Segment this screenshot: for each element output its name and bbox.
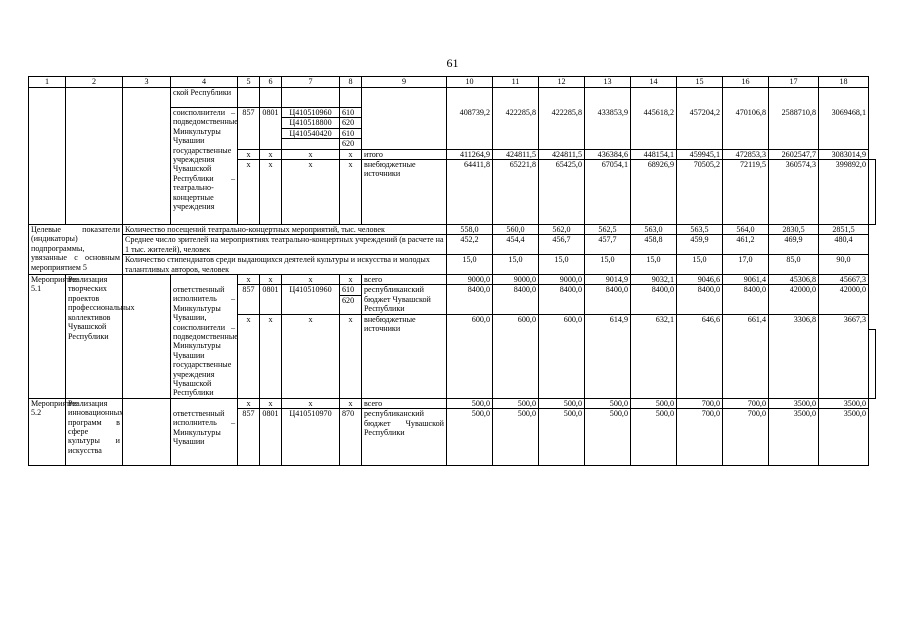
value-cell: 436384,6 [585,149,631,159]
value-cell: 600,0 [539,314,585,398]
value-cell: 564,0 [723,225,769,235]
value-cell: 65221,8 [493,160,539,225]
x-cell: x [260,149,282,159]
value-cell: 600,0 [447,314,493,398]
value-cell: 600,0 [493,314,539,398]
value-cell: 422285,8 [493,108,539,150]
value-cell: 2851,5 [819,225,869,235]
header-cell: 17 [769,77,819,88]
value-cell: 15,0 [493,255,539,275]
value-cell: 3500,0 [819,398,869,408]
value-cell: 457,7 [585,235,631,255]
value-cell: 500,0 [447,398,493,408]
grbs-cell: 857 [238,409,260,466]
kcsr-cell: Ц410510960 [282,285,340,314]
value-cell: 3069468,1 [819,108,869,150]
value-cell: 558,0 [447,225,493,235]
x-cell: x [340,398,362,408]
x-cell: x [260,314,282,398]
value-cell: 85,0 [769,255,819,275]
value-cell: 2830,5 [769,225,819,235]
value-cell: 562,0 [539,225,585,235]
header-cell: 7 [282,77,340,88]
vr-code: 620 [342,139,355,149]
measure-responsible: ответственный исполнитель – Минкультуры Чувашии, соисполнители – подведомственные Минкультуры Чувашии государственные учреждения Чувашской Республики [171,285,238,398]
rzpr-cell: 0801 [260,285,282,314]
value-cell: 8400,0 [631,285,677,314]
value-cell: 9014,9 [585,275,631,285]
header-cell: 3 [123,77,171,88]
header-cell: 5 [238,77,260,88]
value-cell: 9000,0 [493,275,539,285]
x-cell: x [340,275,362,285]
value-cell: 422285,8 [539,108,585,150]
indicator-name: Количество посещений театрально-концертных мероприятий, тыс. человек [123,225,447,235]
value-cell: 445618,2 [631,108,677,150]
value-cell: 8400,0 [447,285,493,314]
value-cell: 3500,0 [769,409,819,466]
source-label: всего [362,275,447,285]
header-cell: 14 [631,77,677,88]
indicator-name: Среднее число зрителей на мероприятиях театрально-концертных учреждений (в расчете на 1 тыс. жителей), человек [123,235,447,255]
budget-table [28,76,876,466]
source-label: внебюджетные источники [362,314,447,398]
header-cell: 1 [29,77,66,88]
value-cell: 8400,0 [677,285,723,314]
x-cell: x [238,314,260,398]
x-cell: x [238,275,260,285]
value-cell: 42000,0 [819,285,869,314]
measure-code: Мероприятие 5.2 [29,398,66,465]
value-cell: 70505,2 [677,160,723,225]
header-cell: 11 [493,77,539,88]
measure-responsible: ответственный исполнитель – Минкультуры Чувашии [171,409,238,466]
value-cell: 15,0 [539,255,585,275]
measure-name: Реализация творческих проектов профессиональных коллективов Чувашской Республики [66,275,123,399]
header-cell: 13 [585,77,631,88]
kcsr-code: Ц410540420 [282,129,339,139]
kcsr-code: Ц410510960 [282,108,339,118]
value-cell: 614,9 [585,314,631,398]
kcsr-cell [282,108,340,150]
value-cell: 15,0 [677,255,723,275]
cont-responsible: соисполнители – подведомственные Минкультуры Чувашии государственные учреждения Чувашской Республики – театрально-концертные учреждения [171,108,238,225]
value-cell: 2588710,8 [769,108,819,150]
rzpr-cell: 0801 [260,409,282,466]
value-cell: 8400,0 [493,285,539,314]
value-cell: 45667,3 [819,275,869,285]
grbs-cell: 857 [238,285,260,314]
indicator-row [29,255,876,275]
value-cell: 9000,0 [447,275,493,285]
header-cell: 2 [66,77,123,88]
value-cell: 500,0 [539,398,585,408]
value-cell: 500,0 [631,398,677,408]
value-cell: 700,0 [677,409,723,466]
value-cell: 632,1 [631,314,677,398]
table-row [29,88,876,108]
x-cell: x [282,149,340,159]
header-cell: 6 [260,77,282,88]
value-cell: 8400,0 [723,285,769,314]
header-cell: 9 [362,77,447,88]
header-cell: 12 [539,77,585,88]
value-cell: 408739,2 [447,108,493,150]
table-row [29,398,876,408]
value-cell: 8400,0 [585,285,631,314]
value-cell: 454,4 [493,235,539,255]
source-label: итого [362,149,447,159]
x-cell: x [238,149,260,159]
table-row [29,275,876,285]
value-cell: 72119,5 [723,160,769,225]
value-cell: 15,0 [447,255,493,275]
value-cell: 45306,8 [769,275,819,285]
value-cell: 424811,5 [539,149,585,159]
value-cell: 563,0 [631,225,677,235]
indicators-label: Целевые показатели (индикаторы) подпрограммы, увязанные с основным мероприятием 5 [29,225,123,275]
vr-cell: 870 [340,409,362,466]
x-cell: x [282,160,340,225]
value-cell: 15,0 [631,255,677,275]
rzpr-cell: 0801 [260,108,282,150]
value-cell: 661,4 [723,314,769,398]
value-cell: 472853,3 [723,149,769,159]
value-cell: 90,0 [819,255,869,275]
value-cell: 3083014,9 [819,149,869,159]
value-cell: 461,2 [723,235,769,255]
x-cell: x [282,398,340,408]
value-cell: 448154,1 [631,149,677,159]
value-cell: 500,0 [493,409,539,466]
value-cell: 411264,9 [447,149,493,159]
vr-code: 610 [340,129,361,139]
value-cell: 500,0 [585,409,631,466]
value-cell: 457204,2 [677,108,723,150]
value-cell: 15,0 [585,255,631,275]
value-cell: 500,0 [539,409,585,466]
value-cell: 456,7 [539,235,585,255]
measure-name: Реализация инновационных программ в сфере культуры и искусства [66,398,123,465]
value-cell: 560,0 [493,225,539,235]
value-cell: 360574,3 [769,160,819,225]
value-cell: 459,9 [677,235,723,255]
value-cell: 65425,0 [539,160,585,225]
vr-code: 620 [342,295,355,305]
page-number: 61 [446,56,459,70]
value-cell: 64411,8 [447,160,493,225]
kcsr-code: Ц410518800 [282,118,339,128]
value-cell: 500,0 [585,398,631,408]
vr-cell [340,285,362,314]
x-cell: x [282,275,340,285]
vr-cell [340,108,362,150]
x-cell: x [340,149,362,159]
grbs-cell: 857 [238,108,260,150]
x-cell: x [238,160,260,225]
value-cell: 700,0 [723,398,769,408]
vr-code: 610 [340,285,361,295]
value-cell: 2602547,7 [769,149,819,159]
value-cell: 500,0 [631,409,677,466]
value-cell: 17,0 [723,255,769,275]
cont-responsible-top: ской Республики [171,88,238,108]
value-cell: 9046,6 [677,275,723,285]
value-cell: 424811,5 [493,149,539,159]
measure-code: Мероприятие 5.1 [29,275,66,399]
value-cell: 3500,0 [819,409,869,466]
x-cell: x [260,275,282,285]
value-cell: 646,6 [677,314,723,398]
value-cell: 458,8 [631,235,677,255]
x-cell: x [340,160,362,225]
value-cell: 9000,0 [539,275,585,285]
source-label: республиканский бюджет Чувашской Республики [362,409,447,466]
value-cell: 470106,8 [723,108,769,150]
value-cell: 480,4 [819,235,869,255]
x-cell: x [238,398,260,408]
value-cell: 563,5 [677,225,723,235]
kcsr-cell: Ц410510970 [282,409,340,466]
value-cell: 500,0 [493,398,539,408]
x-cell: x [260,398,282,408]
vr-code: 620 [340,118,361,128]
value-cell: 3500,0 [769,398,819,408]
value-cell: 562,5 [585,225,631,235]
value-cell: 500,0 [447,409,493,466]
indicator-row [29,235,876,255]
x-cell: x [260,160,282,225]
value-cell: 3667,3 [819,314,869,398]
value-cell: 68926,9 [631,160,677,225]
vr-code: 610 [340,108,361,118]
header-cell: 15 [677,77,723,88]
source-label: всего [362,398,447,408]
header-cell: 18 [819,77,869,88]
value-cell: 9032,1 [631,275,677,285]
value-cell: 9061,4 [723,275,769,285]
header-cell: 8 [340,77,362,88]
value-cell: 452,2 [447,235,493,255]
value-cell: 433853,9 [585,108,631,150]
source-label: республиканский бюджет Чувашской Республики [362,285,447,314]
source-label: внебюджетные источники [362,160,447,225]
value-cell: 700,0 [677,398,723,408]
indicator-row [29,225,876,235]
value-cell: 399892,0 [819,160,869,225]
value-cell: 700,0 [723,409,769,466]
value-cell: 469,9 [769,235,819,255]
x-cell: x [340,314,362,398]
x-cell: x [282,314,340,398]
header-cell: 4 [171,77,238,88]
value-cell: 459945,1 [677,149,723,159]
value-cell: 67054,1 [585,160,631,225]
header-row [29,77,876,88]
header-cell: 10 [447,77,493,88]
value-cell: 8400,0 [539,285,585,314]
value-cell: 42000,0 [769,285,819,314]
value-cell: 3306,8 [769,314,819,398]
indicator-name: Количество стипендиатов среди выдающихся деятелей культуры и искусства и молодых талантливых авторов, человек [123,255,447,275]
header-cell: 16 [723,77,769,88]
